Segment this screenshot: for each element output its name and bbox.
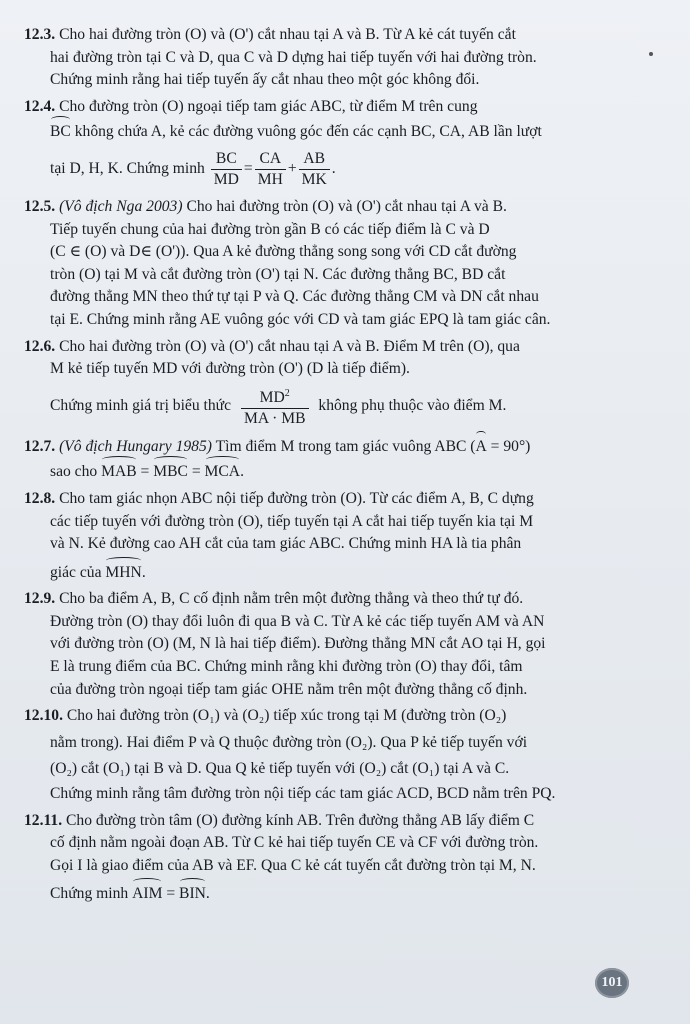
numerator: BC (211, 149, 242, 170)
problem-number: 12.6. (24, 337, 56, 355)
numerator: CA (255, 149, 286, 170)
problem-text: Chứng minh giá trị biểu thức (50, 396, 232, 414)
problem-12-8 (24, 488, 642, 584)
problem-text: = 90°) (490, 437, 531, 455)
problem-12-6 (24, 336, 642, 429)
denominator: MK (301, 170, 327, 188)
problem-12-11 (24, 810, 642, 906)
problem-text: tròn (O) tại M và cắt đường tròn (O') tại N. Các đường thẳng BC, BD cắt (50, 265, 506, 283)
problem-text: Cho đường tròn tâm (O) đường kính AB. Trên đường thẳng AB lấy điểm C (66, 811, 535, 829)
problem-text: đường thẳng MN theo thứ tự tại P và Q. Các đường thẳng CM và DN cắt nhau (50, 288, 539, 306)
problem-text: Tiếp tuyến chung của hai đường tròn gần B có các tiếp điểm là C và D (50, 220, 490, 238)
fraction (299, 149, 330, 190)
fraction (255, 149, 286, 190)
problem-text: giác của (50, 563, 102, 581)
problem-number: 12.9. (24, 590, 56, 608)
period: . (141, 563, 146, 581)
denominator: MD (213, 170, 239, 188)
numerator-text: MD (259, 388, 285, 406)
angle-notation: MBC (153, 458, 188, 484)
numerator: AB (299, 149, 330, 170)
problem-number: 12.8. (24, 489, 56, 507)
problem-text: với đường tròn (O) (M, N là hai tiếp điểm). Đường thẳng MN cắt AO tại H, gọi (50, 635, 546, 653)
period: . (240, 463, 244, 481)
problem-text: Chứng minh rằng hai tiếp tuyến ấy cắt nhau theo một góc không đổi. (50, 71, 480, 89)
angle-notation: MHN (105, 559, 141, 585)
problem-line (24, 559, 642, 585)
problem-12-9 (24, 588, 642, 701)
print-speck (649, 52, 653, 56)
denominator: MA · MB (243, 409, 306, 427)
problem-text: Cho ba điểm A, B, C cố định nằm trên một đường thẳng và theo thứ tự đó. (59, 590, 524, 608)
problem-text: Cho đường tròn (O) ngoại tiếp tam giác ABC, từ điểm M trên cung (59, 97, 478, 115)
denominator: MH (257, 170, 283, 188)
problem-list (24, 24, 642, 910)
problem-12-5 (24, 196, 642, 332)
equals-sign: = (191, 463, 201, 481)
problem-text: Gọi I là giao điểm của AB và EF. Qua C kẻ cát tuyến cắt đường tròn tại M, N. (50, 856, 536, 874)
problem-12-10 (24, 705, 642, 805)
problem-text: các tiếp tuyến với đường tròn (O), tiếp tuyến tại A cắt hai tiếp tuyến kia tại M (50, 512, 534, 530)
problem-text: tại E. Chứng minh rằng AE vuông góc với CD và tam giác EPQ là tam giác cân. (50, 310, 551, 328)
problem-text: cố định nằm ngoài đoạn AB. Từ C kẻ hai tiếp tuyến CE và CF với đường tròn. (50, 834, 539, 852)
problem-number: 12.3. (24, 26, 56, 43)
problem-number: 12.10. (24, 707, 63, 725)
problem-text: M kẻ tiếp tuyến MD với đường tròn (O') (D là tiếp điểm). (50, 360, 410, 378)
problem-text: hai đường tròn tại C và D, qua C và D dựng hai tiếp tuyến với hai đường tròn. (50, 48, 537, 66)
arc-notation: BC (50, 118, 71, 144)
page-number-badge: 101 (595, 968, 629, 998)
problem-text: E là trung điểm của BC. Chứng minh rằng khi đường tròn (O) thay đổi, tâm (50, 658, 523, 676)
problem-text: nằm trong). Hai điểm P và Q thuộc đường tròn (O₂). Qua P kẻ tiếp tuyến với (50, 733, 528, 751)
fraction (241, 384, 309, 429)
formula-line: tại D, H, K. Chứng minh $\frac{BC}{MD}$ = $\frac{CA}{MH}$ + $\frac{AB}{MK}$ . (50, 149, 336, 188)
angle-notation: AIM (132, 880, 162, 906)
problem-line (24, 118, 642, 144)
angle-notation: BIN (179, 880, 206, 906)
problem-text: Chứng minh rằng tâm đường tròn nội tiếp các tam giác ACD, BCD nằm trên PQ. (50, 785, 556, 803)
problem-text: (O₂) cắt (O₁) tại B và D. Qua Q kẻ tiếp tuyến với (O₂) cắt (O₁) tại A và C. (50, 760, 510, 778)
problem-text: Cho tam giác nhọn ABC nội tiếp đường tròn (O). Từ các điểm A, B, C dựng (59, 489, 534, 507)
problem-12-4 (24, 96, 642, 192)
angle-hat: A (475, 433, 486, 459)
problem-source: (Vô địch Nga 2003) (59, 197, 183, 215)
problem-12-3 (24, 24, 642, 92)
problem-text: Chứng minh (50, 885, 129, 903)
problem-text: của đường tròn ngoại tiếp tam giác OHE nằm trên một đường thẳng cố định. (50, 680, 528, 698)
angle-notation: MAB (101, 458, 137, 484)
formula-line (24, 383, 642, 429)
problem-line (24, 880, 642, 906)
fraction (211, 149, 242, 190)
problem-text: Đường tròn (O) thay đổi luôn đi qua B và C. Từ A kẻ các tiếp tuyến AM và AN (50, 612, 545, 630)
problem-text: Cho hai đường tròn (O) và (O') cắt nhau tại A và B. (186, 197, 507, 215)
exponent: 2 (284, 387, 290, 399)
equals-sign: = (166, 885, 176, 903)
problem-text: (C ∈ (O) và D∈ (O')). Qua A kẻ đường thẳng song song với CD cắt đường (50, 243, 517, 261)
equals-sign: = (140, 463, 150, 481)
problem-text: Tìm điểm M trong tam giác vuông ABC ( (215, 437, 476, 455)
period: . (205, 885, 210, 903)
problem-text: không phụ thuộc vào điểm M. (318, 396, 507, 414)
problem-text: sao cho (50, 463, 98, 481)
problem-text: không chứa A, kẻ các đường vuông góc đến các cạnh BC, CA, AB lần lượt (74, 123, 542, 141)
problem-line (24, 458, 642, 484)
problem-text: Cho hai đường tròn (O₁) và (O₂) tiếp xúc trong tại M (đường tròn (O₂) (66, 707, 507, 725)
problem-number: 12.11. (24, 811, 63, 829)
problem-12-7 (24, 433, 642, 484)
problem-number: 12.4. (24, 97, 56, 115)
problem-text: Cho hai đường tròn (O) và (O') cắt nhau tại A và B. Từ A kẻ cát tuyến cắt (59, 26, 516, 43)
problem-text: Cho hai đường tròn (O) và (O') cắt nhau tại A và B. Điểm M trên (O), qua (59, 337, 520, 355)
problem-source: (Vô địch Hungary 1985) (59, 437, 212, 455)
problem-number: 12.7. (24, 437, 56, 455)
problem-number: 12.5. (24, 197, 56, 215)
problem-text: tại D, H, K. Chứng minh (50, 159, 205, 177)
problem-text: và N. Kẻ đường cao AH cắt của tam giác ABC. Chứng minh HA là tia phân (50, 535, 522, 553)
numerator (241, 384, 309, 409)
angle-notation: MCA (205, 458, 241, 484)
